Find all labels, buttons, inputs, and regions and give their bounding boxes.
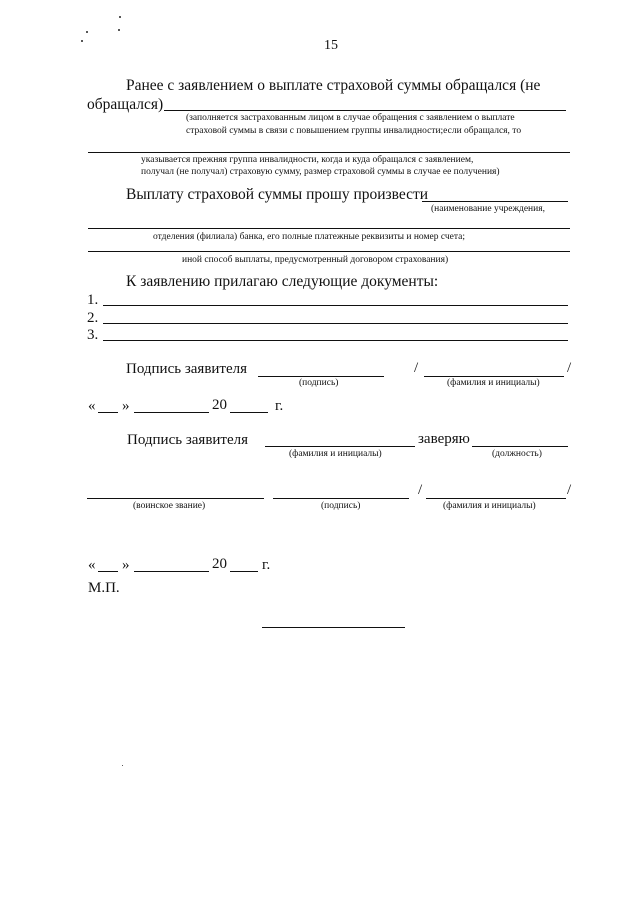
- date-open-quote: «: [88, 398, 96, 414]
- payment-text: Выплату страховой суммы прошу произвести: [126, 186, 429, 203]
- payment-field-3[interactable]: [88, 251, 570, 252]
- date-year-field[interactable]: [230, 412, 268, 413]
- date-day-field-2[interactable]: [98, 571, 118, 572]
- prior-claim-text-2: обращался): [87, 96, 164, 113]
- scan-speck: [119, 16, 121, 18]
- document-item-1-field[interactable]: [103, 305, 568, 306]
- date-close-quote-2: »: [122, 557, 130, 573]
- date-year-prefix-2: 20: [212, 556, 227, 572]
- certifier-slash-end: /: [567, 482, 572, 498]
- prior-claim-field[interactable]: [164, 110, 566, 111]
- certifier-signature-field[interactable]: [273, 498, 409, 499]
- bottom-rule: [262, 627, 405, 628]
- certifier-name-field[interactable]: [426, 498, 566, 499]
- payment-note-1: (наименование учреждения,: [431, 204, 545, 214]
- date-close-quote: »: [122, 398, 130, 414]
- prior-claim-note-2: страховой суммы в связи с повышением группы инвалидности;если обращался, то: [186, 126, 522, 136]
- signature-caption: (подпись): [299, 378, 339, 388]
- date-open-quote-2: «: [88, 557, 96, 573]
- certifier-slash: /: [418, 482, 423, 498]
- prior-claim-note-1: (заполняется застрахованным лицом в случае обращения с заявлением о выплате: [186, 113, 515, 123]
- applicant-name-caption: (фамилия и инициалы): [447, 378, 540, 388]
- applicant-name-field[interactable]: [424, 376, 564, 377]
- signature-field[interactable]: [258, 376, 384, 377]
- certify-label: заверяю: [418, 431, 470, 447]
- certifier-signature-caption: (подпись): [321, 501, 361, 511]
- prior-claim-note-3: указывается прежняя группа инвалидности, когда и куда обращался с заявлением,: [141, 155, 474, 165]
- prior-claim-note-4: получал (не получал) страховую сумму, размер страховой суммы в случае ее получения): [141, 167, 500, 177]
- scan-speck: [81, 40, 83, 42]
- signature-label-2: Подпись заявителя: [127, 432, 249, 448]
- signature-slash: /: [414, 360, 419, 376]
- date-month-field-2[interactable]: [134, 571, 209, 572]
- document-item-1-number: 1.: [87, 292, 99, 308]
- date-year-suffix-2: г.: [262, 557, 271, 573]
- date-day-field[interactable]: [98, 412, 118, 413]
- date-year-field-2[interactable]: [230, 571, 258, 572]
- scan-speck: [86, 31, 88, 33]
- payment-field[interactable]: [422, 201, 568, 202]
- rank-field[interactable]: [87, 498, 264, 499]
- position-caption: (должность): [492, 449, 542, 459]
- prior-claim-text: Ранее с заявлением о выплате страховой суммы обращался (не: [126, 77, 541, 94]
- applicant-name-caption-2: (фамилия и инициалы): [289, 449, 382, 459]
- page-number: 15: [324, 38, 338, 53]
- payment-note-3: иной способ выплаты, предусмотренный договором страхования): [182, 255, 449, 265]
- payment-field-2[interactable]: [88, 228, 570, 229]
- position-field[interactable]: [472, 446, 568, 447]
- scan-speck: [118, 29, 120, 31]
- rank-caption: (воинское звание): [133, 501, 206, 511]
- document-item-3-field[interactable]: [103, 340, 568, 341]
- document-item-2-field[interactable]: [103, 323, 568, 324]
- signature-label: Подпись заявителя: [126, 361, 248, 377]
- date-year-suffix: г.: [275, 398, 284, 414]
- document-item-3-number: 3.: [87, 327, 99, 343]
- signature-slash-end: /: [567, 360, 572, 376]
- applicant-name-field-2[interactable]: [265, 446, 415, 447]
- date-month-field[interactable]: [134, 412, 209, 413]
- certifier-name-caption: (фамилия и инициалы): [443, 501, 536, 511]
- date-year-prefix: 20: [212, 397, 227, 413]
- payment-note-2: отделения (филиала) банка, его полные платежные реквизиты и номер счета;: [153, 232, 465, 242]
- scan-speck: [122, 765, 123, 766]
- documents-heading: К заявлению прилагаю следующие документы:: [126, 273, 439, 290]
- seal-label: М.П.: [88, 580, 120, 596]
- document-item-2-number: 2.: [87, 310, 99, 326]
- prior-claim-field-2[interactable]: [88, 152, 570, 153]
